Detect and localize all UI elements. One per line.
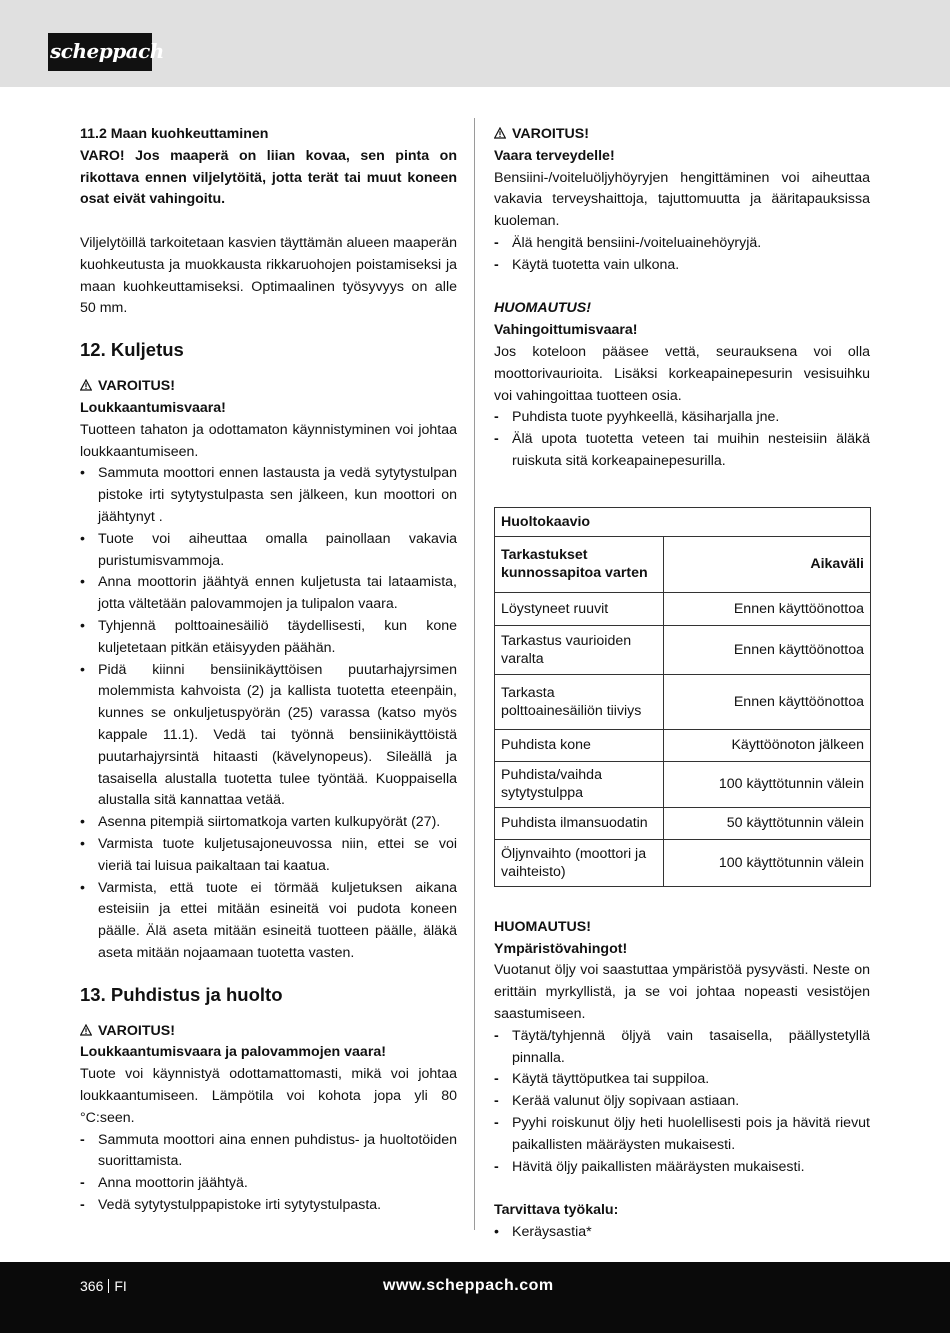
list-item: - Anna moottorin jäähtyä.	[80, 1175, 248, 1192]
table-cell-task: Löystyneet ruuvit	[495, 592, 664, 625]
table-cell-interval: Ennen käyttöönottoa	[664, 674, 871, 729]
table-cell-interval: 100 käyttötunnin välein	[664, 761, 871, 807]
list-item: • Anna moottorin jäähtyä ennen kuljetusta tai lataamista, jotta vältetään palovammojen ja tulipalon vaara.	[80, 574, 457, 613]
warning-heading: VAROITUS!	[80, 1021, 457, 1043]
table-header-interval: Aikaväli	[664, 536, 871, 592]
list-item: - Käytä täyttöputkea tai suppiloa.	[494, 1071, 710, 1088]
list-item: • Tuote voi aiheuttaa omalla painollaan vakavia puristumisvammoja.	[80, 530, 457, 569]
section-11-2-title: 11.2 Maan kuohkeuttaminen	[80, 126, 269, 142]
note-text: Jos koteloon pääsee vettä, seurauksena voi olla moottorivaurioita. Lisäksi korkeapainepesurin vesisuihku voi vahingoittaa tuotteen osia.	[494, 343, 870, 404]
note-text: Vuotanut öljy voi saastuttaa ympäristöä pysyvästi. Neste on erittäin myrkyllistä, ja se voi johtaa nopeasti vesistöjen saastumiseen.	[494, 962, 870, 1022]
list-item: - Sammuta moottori aina ennen puhdistus- ja huoltotöiden suorittamista.	[80, 1131, 457, 1170]
table-row	[495, 625, 871, 674]
page-header	[0, 0, 950, 87]
list-item: - Käytä tuotetta vain ulkona.	[494, 256, 680, 273]
scheppach-logo	[48, 33, 164, 71]
section-11-2-body: Viljelytöillä tarkoitetaan kasvien täyttämän alueen maaperän kuohkeutusta ja muokkausta rikkaruohojen poistamiseksi ja maan kuohkeuttamiseksi. Optimaalinen työsyvyys on alle 50 mm.	[80, 234, 457, 317]
list-item: • Tyhjennä polttoainesäiliö täydellisesti, kun kone kuljetetaan pitkän etäisyyden päähän.	[80, 617, 457, 656]
list-item: • Varmista tuote kuljetusajoneuvossa niin, ettei se voi vieriä tai luisua paikaltaan tai kaatua.	[80, 835, 457, 874]
table-row	[495, 729, 871, 761]
section-12-title: 12. Kuljetus	[80, 339, 184, 361]
health-dash-list	[494, 233, 870, 277]
note-heading: HUOMAUTUS!	[494, 300, 591, 317]
table-cell-interval: Ennen käyttöönottoa	[664, 592, 871, 625]
footer-url: www.scheppach.com	[383, 1277, 554, 1294]
table-cell-task: Öljynvaihto (moottori ja vaihteisto)	[495, 839, 664, 886]
logo-text: scheppach	[50, 39, 164, 63]
page-number: 366 FI	[80, 1278, 127, 1294]
table-row	[495, 592, 871, 625]
table-row	[495, 839, 871, 886]
note-heading: HUOMAUTUS!	[494, 918, 591, 935]
warning-triangle-icon	[80, 379, 92, 391]
warning-text: Tuote voi käynnistyä odottamattomasti, mikä voi johtaa loukkaantumiseen. Lämpötila voi kohota jopa yli 80 °C:seen.	[80, 1066, 457, 1126]
note-type: Ympäristövahingot!	[494, 940, 628, 957]
warning-heading: VAROITUS!	[494, 124, 870, 146]
table-cell-task: Puhdista kone	[495, 729, 664, 761]
table-row	[495, 674, 871, 729]
table-cell-interval: 50 käyttötunnin välein	[664, 807, 871, 839]
warning-heading: VAROITUS!	[80, 376, 457, 398]
list-item: • Pidä kiinni bensiinikäyttöisen puutarhajyrsimen molemmista kahvoista (2) ja kallista tuotetta eteenpäin, kunnes se onkuljetuspyörän (25) varassa (katso myös kappale 11.1). Vedä tai työnnä bensiinikäyttöistä puutarhajyrsintä hitaasti (kävelynopeus). Sileällä ja tasaisella alustalla tuotetta tulee työntää. Kuoppaisella alustalla sitä kannattaa vetää.	[80, 661, 457, 809]
list-item: - Älä hengitä bensiini-/voiteluainehöyryjä.	[494, 234, 762, 251]
list-item: • Varmista, että tuote ei törmää kuljetuksen aikana esteisiin ja ettei mitään esineitä voi pudota koneen päälle. Älä aseta mitään esineitä tuotteen päälle, äläkä aseta mitään nojaamaan tuotetta vasten.	[80, 879, 457, 961]
list-item: • Keräysastia*	[494, 1223, 592, 1240]
tools-heading: Tarvittava työkalu:	[494, 1202, 619, 1219]
left-column	[80, 124, 457, 1217]
list-item: - Kerää valunut öljy sopivaan astiaan.	[494, 1093, 740, 1110]
right-column	[494, 124, 870, 1244]
list-item: - Täytä/tyhjennä öljyä vain tasaisella, päällystetyllä pinnalla.	[494, 1027, 870, 1066]
table-cell-task: Tarkasta polttoainesäiliön tiiviys	[495, 674, 664, 729]
maintenance-table	[494, 507, 871, 887]
environment-dash-list	[494, 1026, 870, 1179]
warning-type: Loukkaantumisvaara ja palovammojen vaara!	[80, 1044, 386, 1061]
note-type: Vahingoittumisvaara!	[494, 322, 638, 339]
list-item: - Puhdista tuote pyyhkeellä, käsiharjalla jne.	[494, 409, 780, 426]
column-divider	[474, 118, 475, 1230]
warning-text: Tuotteen tahaton ja odottamaton käynnistyminen voi johtaa loukkaantumiseen.	[80, 421, 457, 460]
tools-list	[494, 1222, 870, 1244]
table-cell-task: Puhdista/vaihda sytytystulppa	[495, 761, 664, 807]
warning-text: Bensiini-/voiteluöljyhöyryjen hengittäminen voi aiheuttaa vakavia terveyshaittoja, tajuttomuutta ja ääritapauksissa kuoleman.	[494, 169, 870, 230]
list-item: • Sammuta moottori ennen lastausta ja vedä sytytystulpan pistoke irti sytytystulpasta sen jälkeen, kun moottori on jäähtynyt .	[80, 465, 457, 525]
table-cell-interval: 100 käyttötunnin välein	[664, 839, 871, 886]
list-item: - Älä upota tuotetta veteen tai muihin nesteisiin äläkä ruiskuta sitä korkeapainepesurilla.	[494, 431, 870, 469]
list-item: • Asenna pitempiä siirtomatkoja varten kulkupyörät (27).	[80, 814, 441, 831]
warning-triangle-icon	[80, 1024, 92, 1036]
section-13-title: 13. Puhdistus ja huolto	[80, 983, 283, 1005]
transport-bullet-list	[80, 463, 457, 964]
table-row	[495, 761, 871, 807]
warning-type: Loukkaantumisvaara!	[80, 399, 226, 416]
table-cell-task: Tarkastus vaurioiden varalta	[495, 625, 664, 674]
warning-type: Vaara terveydelle!	[494, 147, 615, 164]
table-cell-interval: Käyttöönoton jälkeen	[664, 729, 871, 761]
page-footer	[0, 1262, 950, 1333]
section-11-2-caution: VARO! Jos maaperä on liian kovaa, sen pinta on rikottava ennen viljelytöitä, jotta terät tai muut koneen osat eivät vahingoitu.	[80, 147, 457, 208]
list-item: - Hävitä öljy paikallisten määräysten mukaisesti.	[494, 1158, 805, 1175]
damage-dash-list	[494, 407, 870, 472]
table-header-tasks: Tarkastukset kunnossapitoa varten	[495, 536, 664, 592]
list-item: - Vedä sytytystulppapistoke irti sytytystulpasta.	[80, 1197, 382, 1214]
list-item: - Pyyhi roiskunut öljy heti huolellisesti pois ja hävitä rievut paikallisten määräysten mukaisesti.	[494, 1114, 870, 1153]
table-cell-interval: Ennen käyttöönottoa	[664, 625, 871, 674]
warning-triangle-icon	[494, 127, 506, 139]
table-title: Huoltokaavio	[495, 507, 871, 536]
table-row	[495, 807, 871, 839]
table-cell-task: Puhdista ilmansuodatin	[495, 807, 664, 839]
cleaning-dash-list	[80, 1130, 457, 1217]
